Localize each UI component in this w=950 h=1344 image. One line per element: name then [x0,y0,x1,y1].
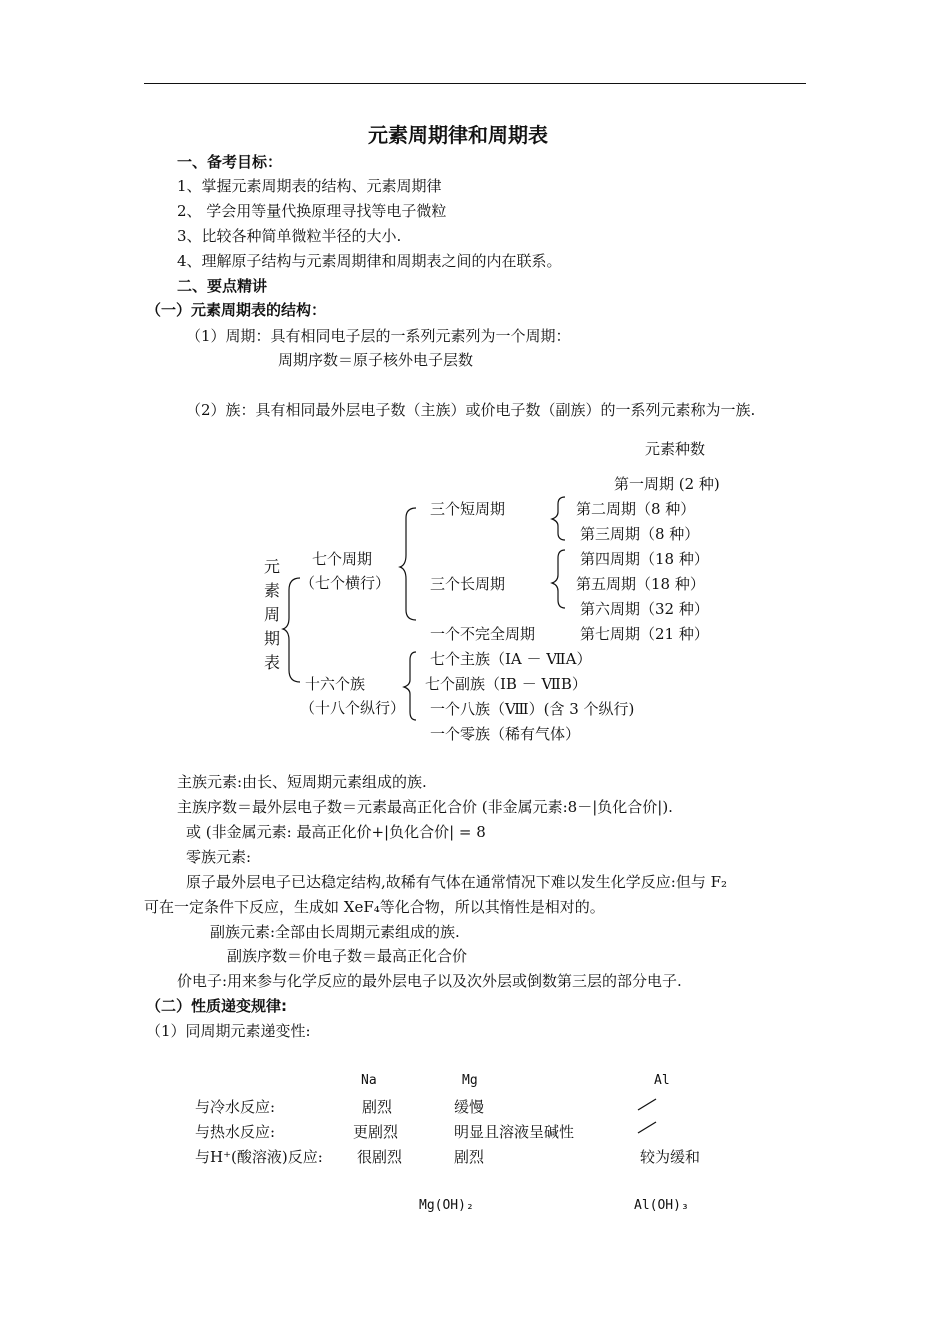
group-eight: 一个八族（Ⅷ）(含 3 个纵行) [430,700,635,718]
section-2-heading: 二、要点精讲 [177,277,268,295]
column-header-element-count: 元素种数 [645,440,706,458]
row-acid-label: 与H⁺(酸溶液)反应: [195,1148,323,1166]
period-definition: （1）周期：具有相同电子层的一系列元素列为一个周期： [186,327,571,345]
sub-group-sequence: 副族序数＝价电子数＝最高正化合价 [227,947,468,965]
header-na: Na [361,1073,377,1088]
goal-item-1: 1、掌握元素周期表的结构、元素周期律 [177,177,442,195]
long-periods-label: 三个长周期 [430,575,506,593]
subsection-1-heading: （一）元素周期表的结构： [146,301,327,319]
zero-group-desc-1: 原子最外层电子已达稳定结构,故稀有气体在通常情况下难以发生化学反应:但与 F₂ [186,873,728,891]
incomplete-period-label: 一个不完全周期 [430,625,536,643]
subsection-2-heading: （二）性质递变规律: [146,997,287,1015]
header-al: Al [654,1073,670,1088]
row-hot-water-mg: 明显且溶液呈碱性 [454,1123,575,1141]
hydroxide-al: Al(OH)₃ [634,1198,689,1213]
row-cold-water-mg: 缓慢 [454,1098,485,1116]
period-2: 第二周期（8 种） [576,500,696,518]
period-6: 第六周期（32 种） [580,600,709,618]
main-group-definition: 主族元素:由长、短周期元素组成的族. [177,773,427,791]
hydroxide-mg: Mg(OH)₂ [419,1198,474,1213]
period-5: 第五周期（18 种） [576,575,705,593]
slash-cold-water-al [638,1099,656,1110]
period-7: 第七周期（21 种） [580,625,709,643]
group-zero: 一个零族（稀有气体） [430,725,581,743]
period-4: 第四周期（18 种） [580,550,709,568]
sub-groups: 七个副族（ⅠB － ⅦB） [425,675,587,693]
nonmetal-rule: 或 (非金属元素: 最高正化价+|负化合价| = 8 [186,823,486,841]
sixteen-groups-label: 十六个族 [305,675,366,693]
period-equation: 周期序数＝原子核外电子层数 [278,351,474,369]
row-cold-water-na: 剧烈 [362,1098,393,1116]
section-1-heading: 一、备考目标： [177,153,283,171]
page-title: 元素周期律和周期表 [368,123,548,147]
group-definition: （2）族：具有相同最外层电子数（主族）或价电子数（副族）的一系列元素称为一族. [186,401,756,419]
sub-group-definition: 副族元素:全部由长周期元素组成的族. [210,923,460,941]
row-acid-al: 较为缓和 [640,1148,701,1166]
short-periods-label: 三个短周期 [430,500,506,518]
seven-periods-label: 七个周期 [312,550,373,568]
same-period-heading: （1）同周期元素递变性: [146,1022,311,1040]
period-1: 第一周期 (2 种) [614,475,720,493]
seven-rows-label: （七个横行） [300,574,391,592]
row-cold-water-label: 与冷水反应: [195,1098,276,1116]
goal-item-3: 3、比较各种简单微粒半径的大小. [177,227,402,245]
slash-hot-water-al [638,1122,656,1133]
row-acid-mg: 剧烈 [454,1148,485,1166]
valence-electron-definition: 价电子:用来参与化学反应的最外层电子以及次外层或倒数第三层的部分电子. [177,972,682,990]
diagram-root-label: 元素周期表 [263,557,280,672]
eighteen-columns-label: （十八个纵行） [300,699,406,717]
main-group-sequence: 主族序数＝最外层电子数＝元素最高正化合价 (非金属元素:8－|负化合价|). [177,798,673,816]
row-hot-water-na: 更剧烈 [353,1123,399,1141]
row-hot-water-label: 与热水反应: [195,1123,276,1141]
zero-group-heading: 零族元素: [186,848,252,866]
row-acid-na: 很剧烈 [357,1148,403,1166]
header-mg: Mg [462,1073,478,1088]
main-groups: 七个主族（ⅠA － ⅦA） [430,650,592,668]
goal-item-2: 2、 学会用等量代换原理寻找等电子微粒 [177,202,447,220]
goal-item-4: 4、理解原子结构与元素周期律和周期表之间的内在联系。 [177,252,562,270]
period-3: 第三周期（8 种） [580,525,700,543]
zero-group-desc-2: 可在一定条件下反应，生成如 XeF₄等化合物，所以其惰性是相对的。 [144,898,605,916]
